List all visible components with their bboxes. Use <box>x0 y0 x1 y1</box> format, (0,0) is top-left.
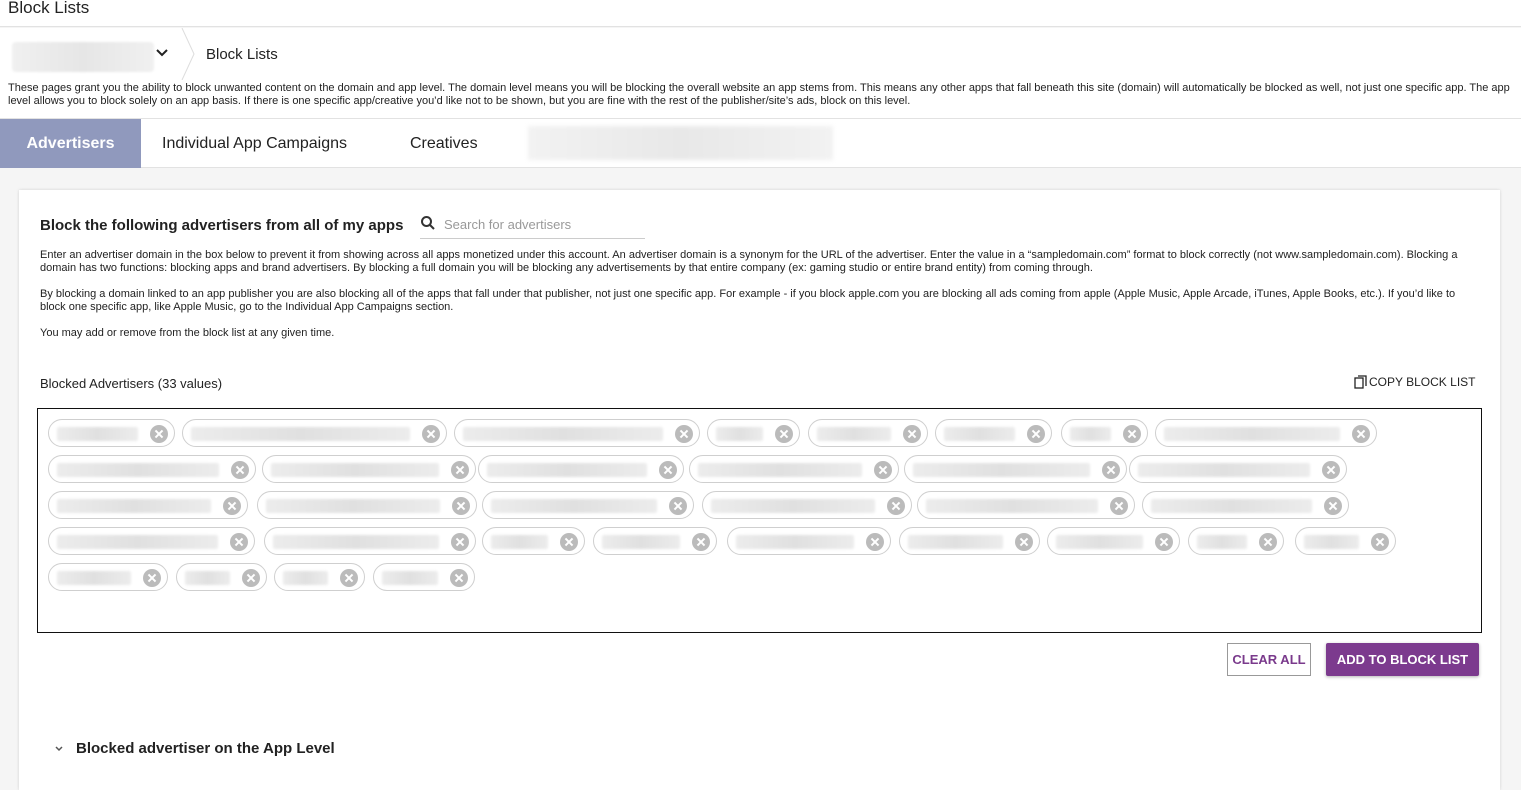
remove-chip-icon[interactable] <box>340 569 358 587</box>
blocked-advertiser-chip <box>176 563 267 591</box>
tab-individual-app-campaigns[interactable]: Individual App Campaigns <box>162 135 348 152</box>
blocked-advertiser-chip <box>702 491 912 519</box>
blocked-advertiser-chip <box>1295 527 1396 555</box>
blocked-advertiser-chip <box>1188 527 1284 555</box>
blocked-advertisers-count: Blocked Advertisers (33 values) <box>40 376 223 391</box>
chevron-down-icon[interactable] <box>154 45 170 61</box>
remove-chip-icon[interactable] <box>451 533 469 551</box>
remove-chip-icon[interactable] <box>1123 425 1141 443</box>
remove-chip-icon[interactable] <box>230 533 248 551</box>
remove-chip-icon[interactable] <box>659 461 677 479</box>
redacted-domain <box>1138 463 1310 477</box>
redacted-domain <box>266 499 440 513</box>
remove-chip-icon[interactable] <box>1371 533 1389 551</box>
remove-chip-icon[interactable] <box>1259 533 1277 551</box>
copy-icon <box>1354 375 1367 389</box>
tab-creatives[interactable]: Creatives <box>410 135 478 152</box>
description-paragraph: You may add or remove from the block list at any given time. <box>40 327 335 339</box>
blocked-advertiser-chip <box>808 419 928 447</box>
redacted-domain <box>491 499 657 513</box>
remove-chip-icon[interactable] <box>692 533 710 551</box>
description-paragraph: Enter an advertiser domain in the box below to prevent it from showing across all apps monetized under this account. An advertiser domain is a synonym for the URL of the advertiser. Enter the value in a “sampledomain.com” format to block correctly (not www.sampledomain.com). Blocking a domain has two functions: blocking apps and brand advertisers. By blocking a full domain you will be blocking any advertisements by that entire company (ex: gaming studio or entire brand entity) from coming through. <box>40 249 1458 274</box>
blocked-advertiser-chip <box>182 419 447 447</box>
blocked-advertiser-chip <box>593 527 717 555</box>
redacted-domain <box>1164 427 1340 441</box>
blocked-advertiser-chip <box>904 455 1127 483</box>
redacted-domain <box>57 535 218 549</box>
chevron-down-icon <box>54 744 64 754</box>
remove-chip-icon[interactable] <box>450 569 468 587</box>
redacted-domain <box>382 571 438 585</box>
remove-chip-icon[interactable] <box>903 425 921 443</box>
redacted-domain <box>716 427 763 441</box>
search-field[interactable] <box>420 212 645 239</box>
description-paragraph: By blocking a domain linked to an app publisher you are also blocking all of the apps that fall under that publisher, not just one specific app. For example - if you block apple.com you are blocking all ads coming from apple (Apple Music, Apple Arcade, iTunes, Apple Books, etc.). If you’d like to block one specific app, like Apple Music, go to the Individual App Campaigns section. <box>40 288 1456 313</box>
blocked-advertiser-chip <box>264 527 476 555</box>
search-input[interactable] <box>444 212 644 236</box>
blocked-advertiser-chip <box>262 455 476 483</box>
intro-text: These pages grant you the ability to block unwanted content on the domain and app level. The domain level means you will be blocking the overall website an app stems from. This means any other apps that fall beneath this site (domain) will automatically be blocked as well, not just one specific app. The app level allows you to block solely on an app basis. If there is one specific app/creative you’d like not to be shown, but you are fine with the rest of the publisher/site’s ads, block on this level. <box>8 82 1516 108</box>
redacted-domain <box>913 463 1090 477</box>
blocked-advertiser-chip <box>48 419 175 447</box>
remove-chip-icon[interactable] <box>1102 461 1120 479</box>
page-title: Block Lists <box>8 0 90 17</box>
redacted-domain <box>57 499 211 513</box>
blocked-advertiser-chip <box>478 455 684 483</box>
redacted-domain <box>463 427 663 441</box>
redacted-domain <box>1197 535 1247 549</box>
remove-chip-icon[interactable] <box>1015 533 1033 551</box>
redacted-domain <box>926 499 1098 513</box>
blocked-advertiser-chip <box>707 419 800 447</box>
remove-chip-icon[interactable] <box>669 497 687 515</box>
remove-chip-icon[interactable] <box>231 461 249 479</box>
search-icon <box>420 215 436 231</box>
remove-chip-icon[interactable] <box>560 533 578 551</box>
remove-chip-icon[interactable] <box>1027 425 1045 443</box>
app-level-section-title: Blocked advertiser on the App Level <box>76 740 335 757</box>
remove-chip-icon[interactable] <box>1322 461 1340 479</box>
remove-chip-icon[interactable] <box>1155 533 1173 551</box>
redacted-domain <box>57 463 219 477</box>
redacted-domain <box>711 499 875 513</box>
remove-chip-icon[interactable] <box>675 425 693 443</box>
redacted-domain <box>487 463 647 477</box>
blocked-advertiser-chip <box>1047 527 1180 555</box>
blocked-advertiser-chip <box>1061 419 1148 447</box>
blocked-advertiser-chip <box>48 455 256 483</box>
redacted-domain <box>1151 499 1312 513</box>
remove-chip-icon[interactable] <box>150 425 168 443</box>
remove-chip-icon[interactable] <box>143 569 161 587</box>
blocked-advertiser-chip <box>689 455 899 483</box>
blocked-advertiser-chip <box>48 563 168 591</box>
redacted-domain <box>736 535 854 549</box>
breadcrumb-separator <box>180 28 196 80</box>
blocked-advertiser-chip <box>899 527 1040 555</box>
blocked-advertiser-chip <box>1155 419 1377 447</box>
breadcrumb-current: Block Lists <box>206 46 278 63</box>
tab-redacted[interactable] <box>528 126 833 160</box>
blocked-advertiser-chip <box>917 491 1135 519</box>
remove-chip-icon[interactable] <box>242 569 260 587</box>
remove-chip-icon[interactable] <box>866 533 884 551</box>
redacted-domain <box>1056 535 1143 549</box>
remove-chip-icon[interactable] <box>874 461 892 479</box>
remove-chip-icon[interactable] <box>422 425 440 443</box>
redacted-domain <box>491 535 548 549</box>
section-heading: Block the following advertisers from all of my apps <box>40 217 404 234</box>
remove-chip-icon[interactable] <box>452 497 470 515</box>
blocked-advertiser-chip <box>727 527 891 555</box>
copy-block-list-button[interactable] <box>1354 375 1475 389</box>
blocked-advertiser-chip <box>48 491 248 519</box>
tab-bar <box>0 118 1521 168</box>
blocked-advertiser-chip <box>482 527 585 555</box>
blocked-advertiser-chip <box>257 491 477 519</box>
remove-chip-icon[interactable] <box>1352 425 1370 443</box>
redacted-domain <box>191 427 410 441</box>
tab-advertisers[interactable]: Advertisers <box>0 119 141 168</box>
redacted-domain <box>1070 427 1111 441</box>
blocked-advertiser-chip <box>373 563 475 591</box>
app-level-section-toggle[interactable] <box>54 740 335 757</box>
account-selector[interactable] <box>12 42 154 72</box>
redacted-domain <box>283 571 328 585</box>
redacted-domain <box>271 463 439 477</box>
redacted-domain <box>273 535 439 549</box>
redacted-domain <box>602 535 680 549</box>
redacted-domain <box>57 571 131 585</box>
redacted-domain <box>698 463 862 477</box>
breadcrumb <box>0 28 1521 80</box>
blocked-advertisers-input[interactable] <box>37 408 1482 633</box>
blocked-advertiser-chip <box>454 419 700 447</box>
redacted-domain <box>185 571 230 585</box>
remove-chip-icon[interactable] <box>451 461 469 479</box>
redacted-domain <box>1304 535 1359 549</box>
remove-chip-icon[interactable] <box>1324 497 1342 515</box>
blocked-advertiser-chip <box>482 491 694 519</box>
redacted-domain <box>944 427 1015 441</box>
remove-chip-icon[interactable] <box>223 497 241 515</box>
blocked-advertiser-chip <box>274 563 365 591</box>
remove-chip-icon[interactable] <box>1110 497 1128 515</box>
redacted-domain <box>908 535 1003 549</box>
top-bar <box>0 0 1521 27</box>
advertiser-block-card <box>19 190 1500 790</box>
clear-all-button[interactable]: CLEAR ALL <box>1227 643 1311 676</box>
redacted-domain <box>817 427 891 441</box>
add-to-block-list-button[interactable]: ADD TO BLOCK LIST <box>1326 643 1479 676</box>
blocked-advertiser-chip <box>48 527 255 555</box>
copy-block-list-label: COPY BLOCK LIST <box>1369 375 1476 389</box>
remove-chip-icon[interactable] <box>887 497 905 515</box>
remove-chip-icon[interactable] <box>775 425 793 443</box>
blocked-advertiser-chip <box>1129 455 1347 483</box>
blocked-advertiser-chip <box>935 419 1052 447</box>
redacted-domain <box>57 427 138 441</box>
blocked-advertiser-chip <box>1142 491 1349 519</box>
